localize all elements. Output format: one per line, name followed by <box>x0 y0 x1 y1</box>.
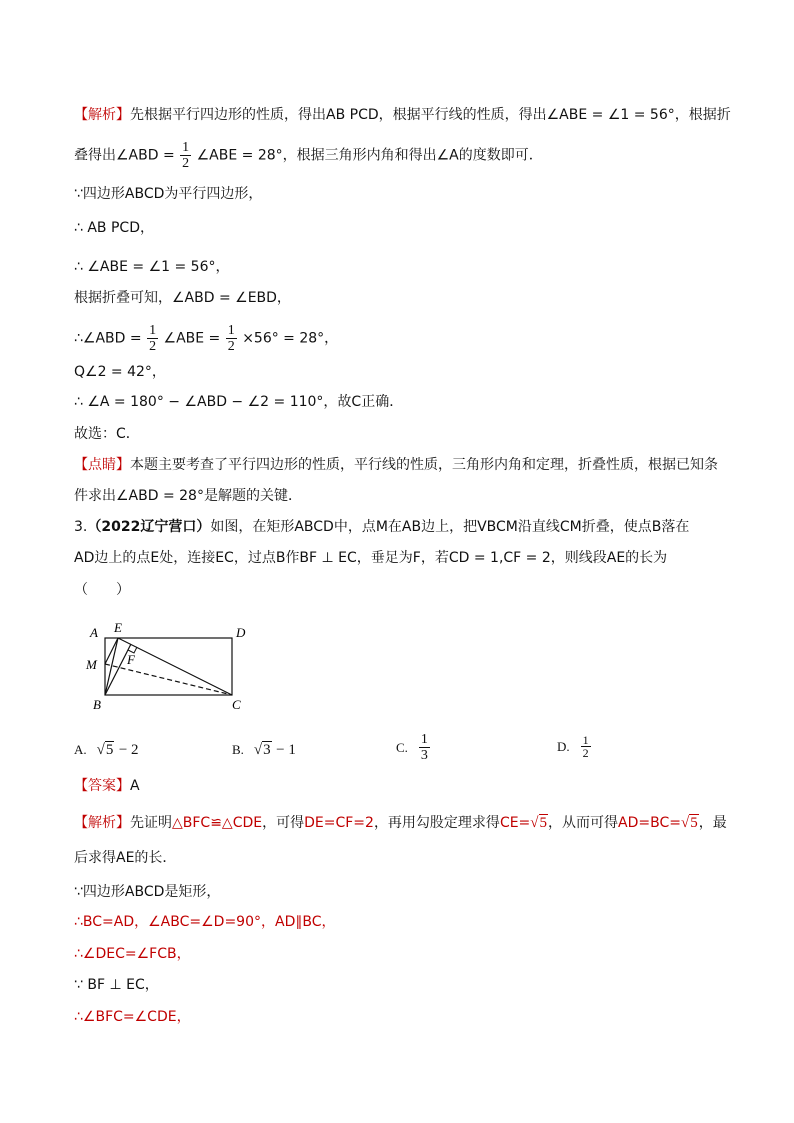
question-text: 如图，在矩形ABCD中，点M在AB边上，把VBCM沿直线CM折叠，使点B落在 <box>210 519 690 535</box>
option-text: − 2 <box>118 742 139 758</box>
label-b: B <box>93 697 101 712</box>
option-label: D. <box>557 738 570 754</box>
analysis-text: 先证明 <box>130 815 172 831</box>
analysis-tag: 【解析】 <box>74 107 130 123</box>
analysis-text: ∴∠ABD = <box>74 330 142 347</box>
sqrt: √5 <box>96 742 114 758</box>
option-label: C. <box>396 739 408 755</box>
analysis-step-4: 根据折叠可知，∠ABD = ∠EBD， <box>74 290 291 306</box>
question-line-1 <box>74 517 689 537</box>
analysis-line-2 <box>74 140 543 171</box>
segment-em <box>105 638 118 664</box>
option-text: − 1 <box>276 742 296 758</box>
sqrt: √5 <box>530 815 548 831</box>
analysis-text: 叠得出∠ABD = <box>74 147 175 164</box>
analysis-text: ，从而可得 <box>548 815 619 831</box>
fraction: $\frac{1}{2}$ <box>182 140 190 171</box>
answer-line <box>74 776 140 796</box>
question-line-3: （ ） <box>74 582 130 598</box>
comment-text: 本题主要考查了平行四边形的性质，平行线的性质，三角形内角和定理，折叠性质，根据已知条 <box>130 457 718 473</box>
analysis-text: 故C正确． <box>337 394 404 410</box>
analysis-tag: 【解析】 <box>74 815 130 831</box>
analysis-text: ×56° = 28°， <box>242 330 339 347</box>
analysis-step-7 <box>74 392 403 412</box>
question-number: 3. <box>74 519 88 535</box>
option-label: B. <box>232 742 244 757</box>
analysis-text: △BFC≌△CDE <box>172 815 263 831</box>
answer-tag: 【答案】 <box>74 778 130 794</box>
analysis-text: ∴ ∠A = 180° − ∠ABD − ∠2 = 110°， <box>74 394 338 410</box>
analysis3-step-1: ∵四边形ABCD是矩形， <box>74 884 221 900</box>
label-e: E <box>114 620 122 635</box>
analysis3-step-4: ∵ BF ⊥ EC， <box>74 977 159 993</box>
answer-value: A <box>130 778 140 794</box>
label-c: C <box>232 697 241 712</box>
label-m: M <box>86 657 97 672</box>
analysis-step-5 <box>74 323 338 354</box>
analysis-text: ，最 <box>698 815 727 831</box>
analysis-step-2: ∴ AB PCD， <box>74 220 154 236</box>
analysis-step-6: Q∠2 = 42°， <box>74 364 166 380</box>
label-d: D <box>236 625 246 640</box>
label-a: A <box>90 625 98 640</box>
analysis-step-1: ∵四边形ABCD为平行四边形， <box>74 186 263 202</box>
fraction: $\frac{1}{2}$ <box>582 733 589 760</box>
sqrt: √3 <box>253 742 271 758</box>
fraction: $\frac{1}{3}$ <box>420 732 428 763</box>
segment-mc <box>105 664 232 695</box>
analysis-text: ∠ABE = 28°，根据三角形内角和得出∠A的度数即可． <box>196 147 543 164</box>
comment-line-1 <box>74 455 718 475</box>
analysis3-step-2: ∴BC=AD，∠ABC=∠D=90°，AD∥BC， <box>74 914 336 930</box>
option-c[interactable] <box>396 732 431 763</box>
analysis3-line-2: 后求得AE的长． <box>74 850 177 866</box>
label-f: F <box>127 652 135 667</box>
analysis3-step-5: ∴∠BFC=∠CDE， <box>74 1009 191 1025</box>
analysis-text: AD=BC= <box>618 815 681 831</box>
sqrt: √5 <box>680 815 698 831</box>
analysis-text: ，可得 <box>262 815 305 831</box>
question-source: （2022辽宁营口） <box>87 519 211 535</box>
option-a[interactable] <box>74 740 139 760</box>
rectangle-abcd <box>105 638 232 695</box>
fraction: $\frac{1}{2}$ <box>149 323 157 354</box>
option-d[interactable] <box>557 734 592 759</box>
analysis-text: ∠ABE = <box>163 330 221 347</box>
analysis3-line-1 <box>74 813 727 833</box>
comment-line-2: 件求出∠ABD = 28°是解题的关键． <box>74 488 302 504</box>
comment-tag: 【点睛】 <box>74 457 130 473</box>
option-label: A. <box>74 742 87 757</box>
segment-ec <box>118 638 232 695</box>
analysis-text: 先根据平行四边形的性质，得出AB PCD，根据平行线的性质，得出∠ABE = ∠1 = 56°，根据折 <box>130 107 731 123</box>
choice-line: 故选：C． <box>74 426 140 442</box>
analysis-step-3: ∴ ∠ABE = ∠1 = 56°， <box>74 259 230 275</box>
analysis-line-1 <box>74 105 731 125</box>
fraction: $\frac{1}{2}$ <box>227 323 235 354</box>
geometry-figure <box>80 618 260 718</box>
option-b[interactable] <box>232 740 296 760</box>
analysis-text: ，再用勾股定理求得 <box>373 815 500 831</box>
analysis3-step-3: ∴∠DEC=∠FCB， <box>74 946 191 962</box>
analysis-text: CE= <box>499 815 531 831</box>
question-line-2: AD边上的点E处，连接EC，过点B作BF ⊥ EC，垂足为F，若CD = 1,CF = 2，则线段AE的长为 <box>74 550 668 566</box>
analysis-text: DE=CF=2 <box>304 815 374 831</box>
